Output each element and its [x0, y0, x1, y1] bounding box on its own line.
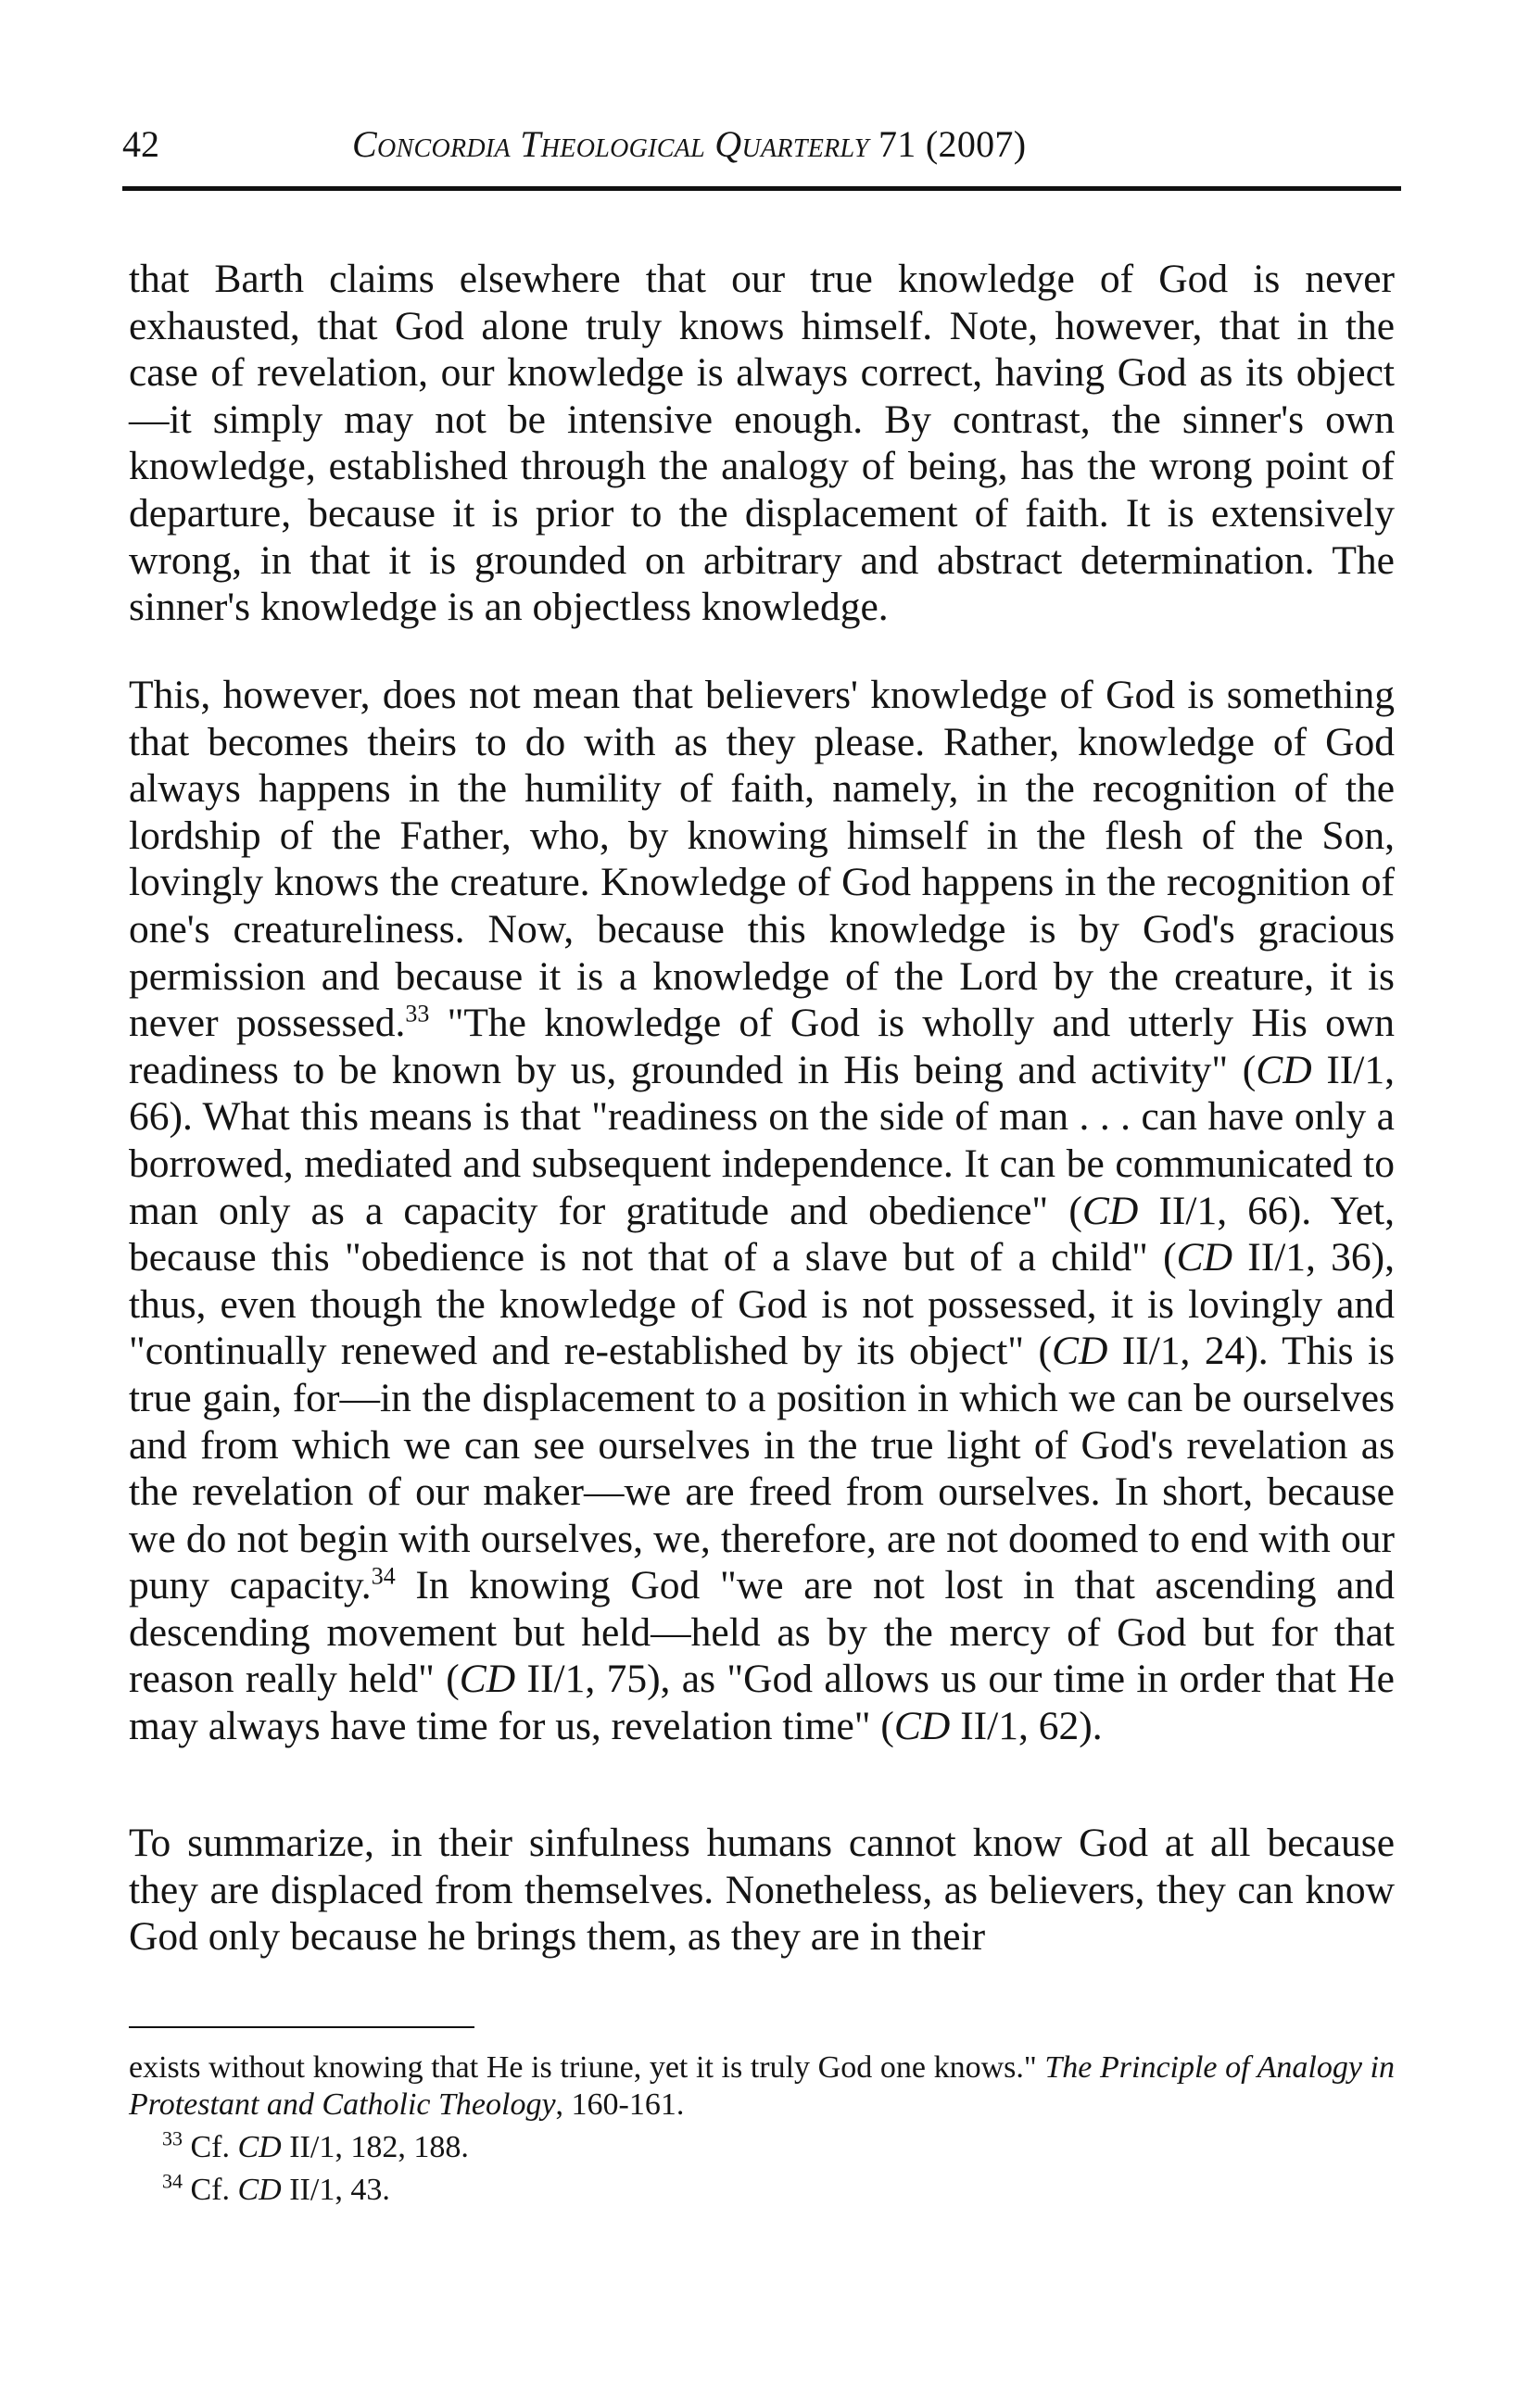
paragraph-2: This, however, does not mean that believers' knowledge of God is something that becomes theirs to do with as they please. Rather, knowledge of God always happens in the humility of faith, namely, in the recognition of the lordship of the Father, who, by knowing himself in the flesh of the Son, lovingly knows the creature. Knowledge of God happens in the recognition of one's creatureliness. Now, because this knowledge is by God's gracious permission and because it is a knowledge of the Lord by the creature, it is never possessed.$^{33}$ "The knowledge of God is wholly and utterly His own readiness to be known by us, grounded in His being and activity" (CD II/1, 66). What this means is that "readiness on the side of man . . . can have only a borrowed, mediated and subsequent independence. It can be communicated to man only as a capacity for gratitude and obedience" (CD II/1, 66). Yet, because this "obedience is not that of a slave but of a child" (CD II/1, 36), thus, even though the knowledge of God is not possessed, it is lovingly and "continually renewed and re-established by its object" (CD II/1, 24). This is true gain, for—in the displacement to a position in which we can be ourselves and from which we can see ourselves in the true light of God's revelation as the revelation of our maker—we are freed from ourselves. In short, because we do not begin with ourselves, we, therefore, are not doomed to end with our puny capacity.$^{34}$ In knowing God "we are not lost in that ascending and descending movement but held—held as by the mercy of God but for that reason really held" (CD II/1, 75), as "God allows us our time in order that He may always have time for us, revelation time" (CD II/1, 62). — [129, 673, 1396, 1749]
footnote-rule — [129, 2026, 474, 2028]
running-head — [352, 122, 1026, 166]
footnote-34: $^{34}$ Cf. CD II/1, 43. — [162, 2169, 390, 2207]
page-header — [122, 119, 1401, 174]
footnote-continuation: exists without knowing that He is triune, yet it is truly God one knows." The Principle of Analogy in Protestant and Catholic Theology, 160-161. — [129, 2050, 1395, 2122]
body-text — [129, 256, 1396, 1960]
header-rule — [122, 186, 1401, 191]
footnote-ref-33[interactable]: 33 — [405, 1000, 430, 1027]
paragraph-3: To summarize, in their sinfulness humans cannot know God at all because they are displaced from themselves. Nonetheless, as believers, they can know God only because he brings them, as they are in their — [129, 1821, 1395, 1960]
footnote-33: $^{33}$ Cf. CD II/1, 182, 188. — [162, 2126, 469, 2164]
paragraph-1: that Barth claims elsewhere that our true knowledge of God is never exhausted, that God alone truly knows himself. Note, however, that in the case of revelation, our knowledge is always correct, having God as its object—it simply may not be intensive enough. By contrast, the sinner's own knowledge, established through the analogy of being, has the wrong point of departure, because it is prior to the displacement of faith. It is extensively wrong, in that it is grounded on arbitrary and abstract determination. The sinner's knowledge is an objectless knowledge. — [129, 257, 1395, 630]
volume-year: 71 (2007) — [878, 123, 1027, 165]
journal-title: Concordia Theological Quarterly — [352, 123, 869, 165]
footnotes — [129, 2049, 1395, 2209]
page-number: 42 — [122, 123, 159, 165]
footnote-ref-34[interactable]: 34 — [371, 1562, 396, 1590]
